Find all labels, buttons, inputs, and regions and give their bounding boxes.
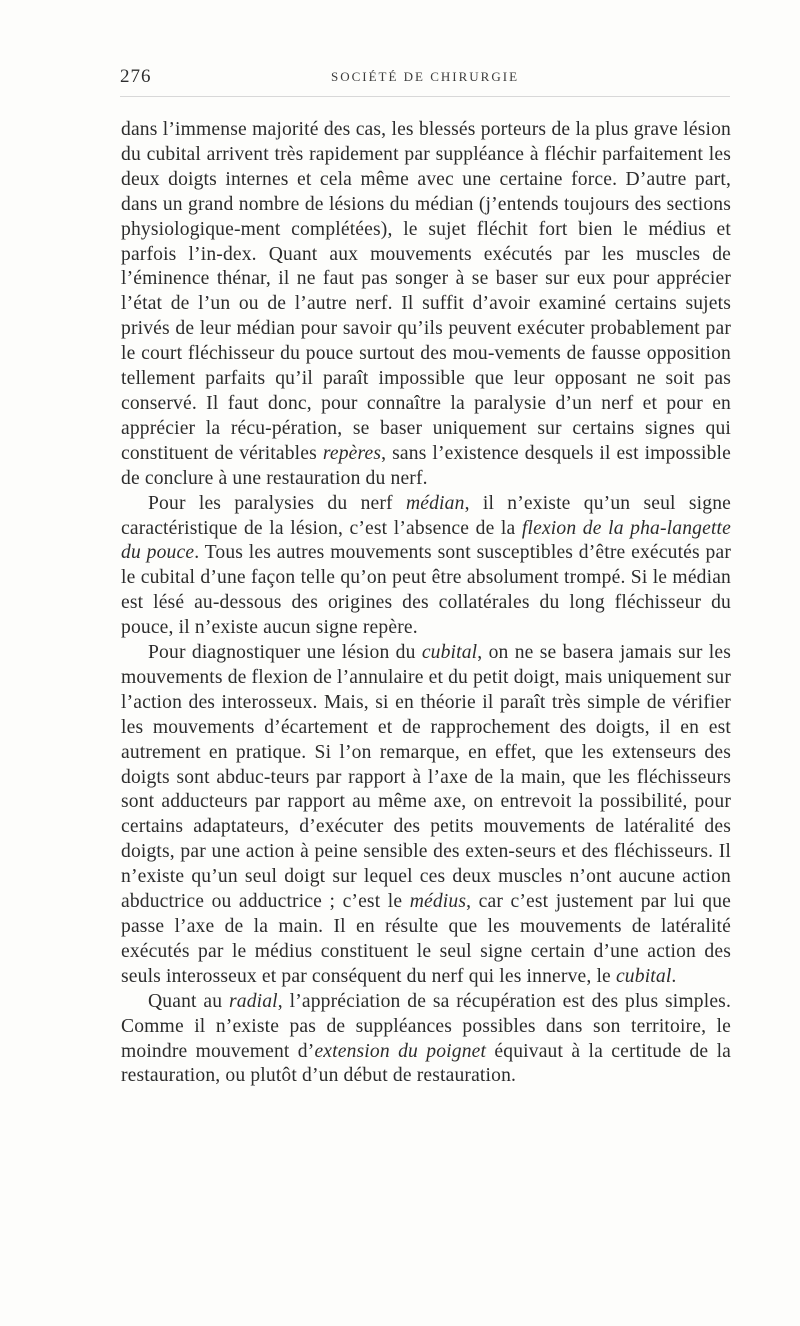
header-divider	[120, 96, 730, 97]
running-head: SOCIÉTÉ DE CHIRURGIE	[330, 69, 520, 84]
italic-term-extension: extension du poignet	[314, 1040, 487, 1062]
text-run: équivaut à la certitude de la restauration, ou plutôt d’un début de restauration.	[121, 1040, 732, 1087]
text-run: , car c’est justement par lui que passe l’axe de la main. Il en résulte que les mouvements de latéralité exécutés par le médius constituent le seul signe certain d’une action des seuls interosseux et par conséquent du nerf qui les innerve, le	[121, 891, 732, 987]
text-run: , on ne se basera jamais sur les mouvements de flexion de l’annulaire et du petit doigt, mais uniquement sur l’action des interosseux. Mais, si en théorie il paraît très simple de vérifier les mouvements d’écartement et de rapprochement des doigts, il en est autrement en pratique. Si l’on remarque, en effet, que les extenseurs des doigts sont abduc-teurs par rapport à l’axe de la main, que les fléchisseurs sont adducteurs par rapport au même axe, on entrevoit la possibilité, pour certains adaptateurs, d’exécuter des petits mouvements de latéralité des doigts, par une action à peine sensible des exten-seurs et des fléchisseurs. Il n’existe qu’un seul doigt sur lequel ces deux muscles n’ont aucune action abductrice ou adductrice ; c’est le	[121, 642, 731, 913]
paragraph-3	[121, 641, 731, 990]
italic-term-median: médian	[405, 492, 465, 514]
page-header	[120, 66, 730, 90]
text-run: dans l’immense majorité des cas, les blessés porteurs de la plus grave lésion du cubital arrivent très rapidement par suppléance à fléchir parfaitement les deux doigts internes et cela même avec une certaine force. D’autre part, dans un grand nombre de lésions du médian (j’entends toujours des sections physiologique-ment complétées), le sujet fléchit fort bien le médius et parfois l’in-dex. Quant aux mouvements exécutés par les muscles de l’éminence thénar, il ne faut pas songer à se baser sur eux pour apprécier l’état de l’un ou de l’autre nerf. Il suffit d’avoir examiné certains sujets privés de leur médian pour savoir qu’ils peuvent exécuter probablement par le court fléchisseur du pouce surtout des mou-vements de fausse opposition tellement parfaits qu’il paraît impossible que leur opposant ne soit pas conservé. Il faut donc, pour connaître la paralysie d’un nerf et pour en apprécier la récu-pération, se baser uniquement sur certains signes qui constituent de véritables	[121, 119, 731, 464]
paragraph-1	[121, 118, 731, 492]
text-run: Quant au	[148, 990, 229, 1012]
text-run: . Tous les autres mouvements sont susceptibles d’être exécutés par le cubital d’une façon telle qu’on peut être absolument trompé. Si le médian est lésé au-dessous des origines des collatérales du long fléchisseur du pouce, il n’existe aucun signe repère.	[121, 542, 732, 639]
paragraph-2	[121, 492, 731, 641]
text-run: Pour diagnostiquer une lésion du	[148, 642, 422, 664]
italic-term-reperes: repères	[322, 442, 382, 464]
text-run: , sans l’existence desquels il est impossible de conclure à une restauration du nerf.	[121, 442, 731, 489]
body-text	[121, 118, 731, 1089]
text-run: .	[671, 965, 677, 987]
italic-term-cubital: cubital	[615, 965, 672, 987]
paragraph-4	[121, 990, 731, 1090]
italic-term-cubital: cubital	[421, 642, 478, 664]
text-run: , il n’existe qu’un seul signe caractéristique de la lésion, c’est l’absence de la	[121, 492, 731, 539]
text-run: Pour les paralysies du nerf	[148, 492, 406, 514]
text-run: , l’appréciation de sa récupération est des plus simples. Comme il n’existe pas de suppléances possibles dans son territoire, le moindre mouvement d’	[121, 990, 731, 1062]
italic-term-radial: radial	[228, 990, 278, 1012]
italic-term-flexion: flexion de la pha-langette du pouce	[121, 517, 731, 564]
italic-term-medius: médius	[409, 891, 467, 913]
page-number: 276	[120, 66, 152, 87]
